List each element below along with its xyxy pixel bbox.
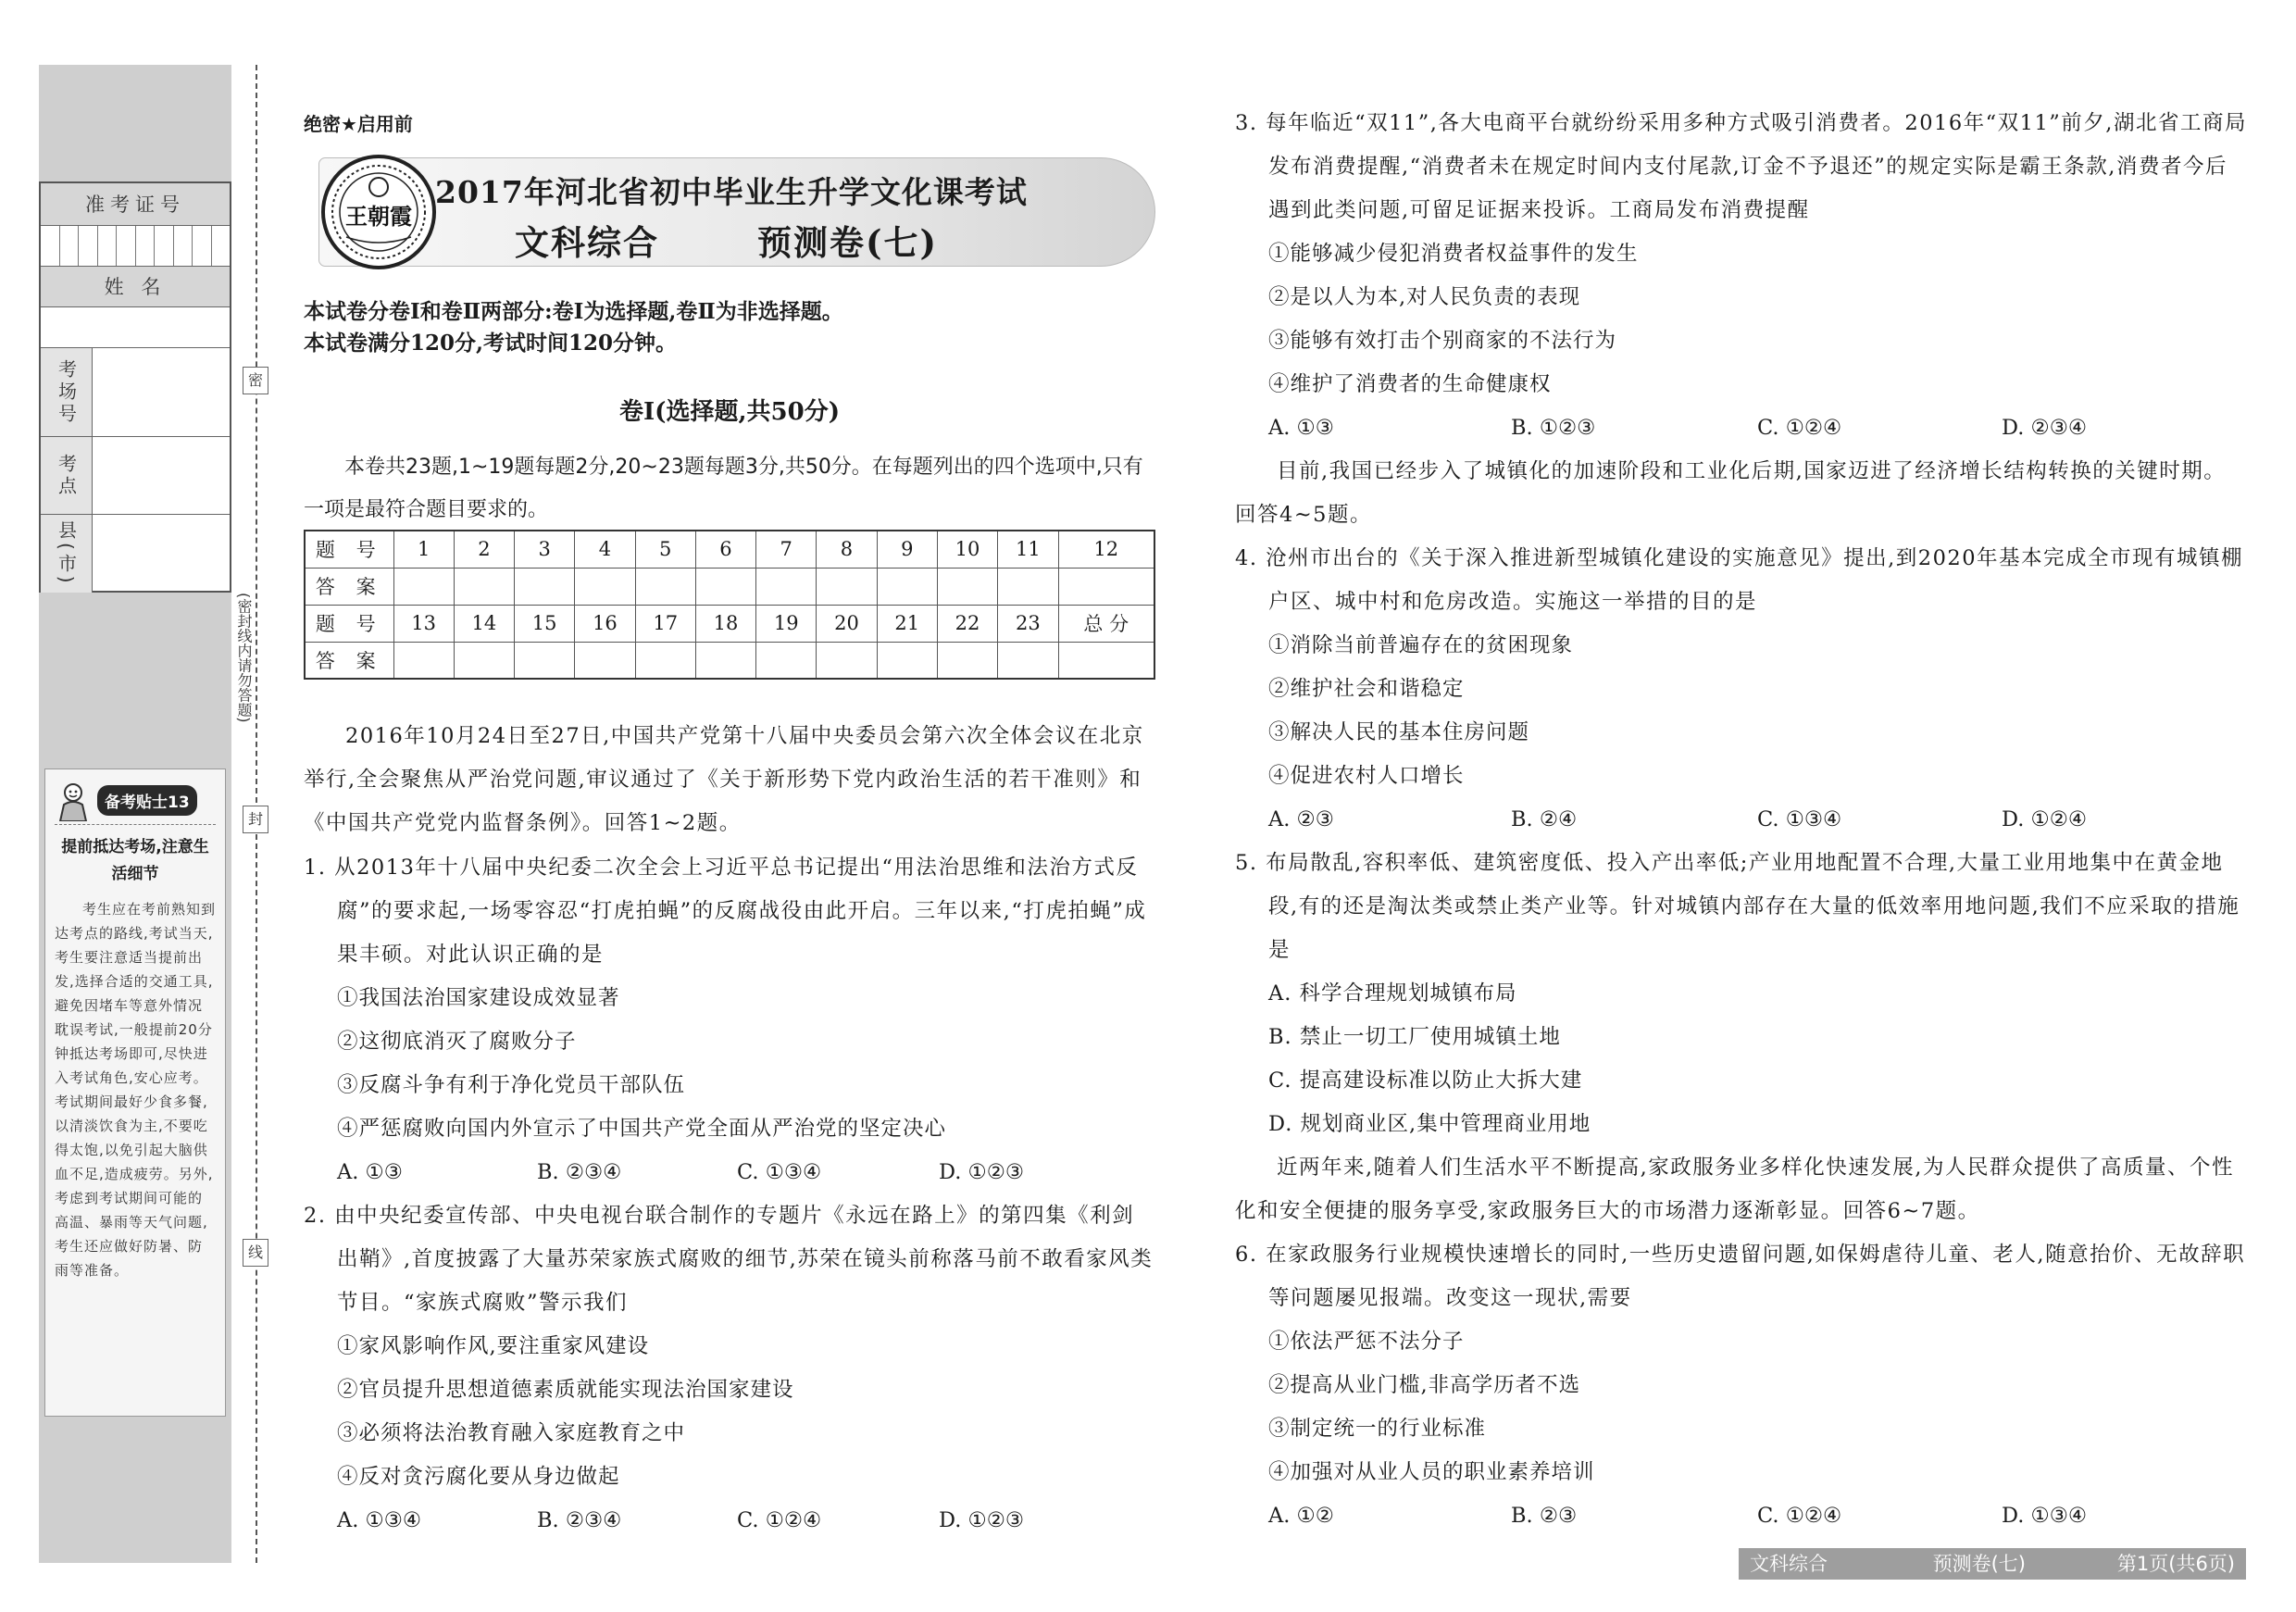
paper-intro-line-2: 本试卷满分120分,考试时间120分钟。 <box>304 331 678 356</box>
exam-tips-card <box>44 769 226 1417</box>
question-6-choice-a[interactable]: A. ①② <box>1268 1504 1334 1528</box>
answer-cell[interactable] <box>937 568 997 605</box>
question-3-item: ②是以人为本,对人民负责的表现 <box>1268 285 1581 309</box>
question-3-choice-c[interactable]: C. ①②④ <box>1757 416 1842 440</box>
answer-cell[interactable] <box>1058 568 1154 605</box>
answer-cell[interactable] <box>756 642 817 679</box>
secret-label: 绝密★启用前 <box>304 113 413 135</box>
question-1-choice-d[interactable]: D. ①②③ <box>939 1160 1025 1184</box>
exam-id-field[interactable] <box>41 226 230 267</box>
grid-cell: 5 <box>635 531 695 568</box>
footer-paper: 预测卷(七) <box>1932 1553 2026 1575</box>
answer-cell[interactable] <box>515 642 575 679</box>
cut-mark-feng: 封 <box>243 806 268 833</box>
answer-label: 答 案 <box>305 642 393 679</box>
answer-cell[interactable] <box>937 642 997 679</box>
county-field[interactable] <box>41 515 230 593</box>
answer-cell[interactable] <box>998 568 1058 605</box>
grid-cell: 17 <box>635 605 695 642</box>
question-1-choice-b[interactable]: B. ②③④ <box>537 1160 622 1184</box>
publisher-seal-logo <box>318 152 439 272</box>
candidate-info-box <box>39 181 231 593</box>
grid-cell: 7 <box>756 531 817 568</box>
cut-mark-xian: 线 <box>243 1239 268 1267</box>
section-heading: 卷Ⅰ(选择题,共50分) <box>619 398 840 426</box>
question-number-label: 题 号 <box>305 531 393 568</box>
question-5-choice-a[interactable]: A. 科学合理规划城镇布局 <box>1268 981 1517 1006</box>
question-2-stem: 2. 由中央纪委宣传部、中央电视台联合制作的专题片《永远在路上》的第四集《利剑出鞘》,首度披露了大量苏荣家族式腐败的细节,苏荣在镜头前称落马前不敢看家风类节目。“家族式腐败”警示我们 <box>304 1204 1154 1315</box>
answer-cell[interactable] <box>635 642 695 679</box>
question-3-item: ④维护了消费者的生命健康权 <box>1268 372 1552 396</box>
answer-grid-row-numbers-2 <box>305 605 1154 642</box>
footer-page-number: 第1页(共6页) <box>2116 1553 2235 1575</box>
grid-cell: 1 <box>393 531 454 568</box>
answer-cell[interactable] <box>817 642 877 679</box>
exam-site-field[interactable] <box>41 437 230 515</box>
grid-cell: 19 <box>756 605 817 642</box>
question-3-stem: 3. 每年临近“双11”,各大电商平台就纷纷采用多种方式吸引消费者。2016年“双11”前夕,湖北省工商局发布消费提醒,“消费者未在规定时间内支付尾款,订金不予退还”的规定实际是霸王条款,消费者今后遇到此类问题,可留足证据来投诉。工商局发布消费提醒 <box>1235 111 2247 222</box>
grid-cell: 6 <box>695 531 755 568</box>
grid-cell: 9 <box>877 531 937 568</box>
cut-line-note: (密封线内请勿答题) <box>231 593 256 722</box>
tips-body: 考生应在考前熟知到达考点的路线,考试当天,考生要注意适当提前出发,选择合适的交通工具,避免因堵车等意外情况耽误考试,一般提前20分钟抵达考场即可,尽快进入考试角色,安心应考。考试期间最好少食多餐,以清淡饮食为主,不要吃得太饱,以免引起大脑供血不足,造成疲劳。另外,考虑到考试期间可能的高温、暴雨等天气问题,考生还应做好防暑、防雨等准备。 <box>55 901 217 1279</box>
question-4-choice-d[interactable]: D. ①②④ <box>2002 807 2088 831</box>
exam-id-label: 准考证号 <box>41 183 230 226</box>
question-4-item: ①消除当前普遍存在的贫困现象 <box>1268 633 1574 657</box>
tips-badge: 备考贴士13 <box>97 785 197 816</box>
question-3-choice-b[interactable]: B. ①②③ <box>1511 416 1596 440</box>
question-4-choice-a[interactable]: A. ②③ <box>1268 807 1334 831</box>
total-score-label: 总 分 <box>1058 605 1154 642</box>
question-2-choice-b[interactable]: B. ②③④ <box>537 1508 622 1532</box>
svg-text:王朝霞: 王朝霞 <box>345 203 412 230</box>
question-4-item: ③解决人民的基本住房问题 <box>1268 720 1530 744</box>
grid-cell: 3 <box>515 531 575 568</box>
question-5-choice-d[interactable]: D. 规划商业区,集中管理商业用地 <box>1268 1112 1591 1136</box>
question-1-item: ①我国法治国家建设成效显著 <box>337 986 620 1010</box>
answer-cell[interactable] <box>635 568 695 605</box>
question-6-item: ①依法严惩不法分子 <box>1268 1330 1465 1354</box>
answer-cell[interactable] <box>393 642 454 679</box>
exam-site-label: 考点 <box>41 437 93 514</box>
grid-cell: 8 <box>817 531 877 568</box>
grid-cell: 15 <box>515 605 575 642</box>
question-6-item: ③制定统一的行业标准 <box>1268 1417 1487 1441</box>
answer-cell[interactable] <box>817 568 877 605</box>
question-2-item: ④反对贪污腐化要从身边做起 <box>337 1465 620 1489</box>
question-4-choice-b[interactable]: B. ②④ <box>1511 807 1578 831</box>
material-1: 2016年10月24日至27日,中国共产党第十八届中央委员会第六次全体会议在北京举行,全会聚焦从严治党问题,审议通过了《关于新形势下党内政治生活的若干准则》和《中国共产党党内监督条例》。回答1~2题。 <box>304 724 1144 835</box>
name-label: 姓 名 <box>41 267 230 307</box>
answer-cell[interactable] <box>575 642 635 679</box>
question-5-choice-c[interactable]: C. 提高建设标准以防止大拆大建 <box>1268 1068 1583 1093</box>
grid-cell: 13 <box>393 605 454 642</box>
question-2-choice-d[interactable]: D. ①②③ <box>939 1508 1025 1532</box>
question-number-label: 题 号 <box>305 605 393 642</box>
question-3-item: ①能够减少侵犯消费者权益事件的发生 <box>1268 242 1639 266</box>
grid-cell: 10 <box>937 531 997 568</box>
question-4-choice-c[interactable]: C. ①③④ <box>1757 807 1842 831</box>
grid-cell: 12 <box>1058 531 1154 568</box>
grid-cell: 2 <box>454 531 514 568</box>
question-3-choice-d[interactable]: D. ②③④ <box>2002 416 2088 440</box>
exam-room-field[interactable] <box>41 348 230 437</box>
total-score-cell[interactable] <box>1058 642 1154 679</box>
grid-cell: 20 <box>817 605 877 642</box>
question-3-item: ③能够有效打击个别商家的不法行为 <box>1268 329 1617 353</box>
answer-grid <box>304 530 1155 680</box>
question-1-choice-c[interactable]: C. ①③④ <box>737 1160 822 1184</box>
county-label: 县(市) <box>41 515 93 593</box>
answer-label: 答 案 <box>305 568 393 605</box>
answer-cell[interactable] <box>515 568 575 605</box>
answer-cell[interactable] <box>877 642 937 679</box>
answer-grid-row-answers-1 <box>305 568 1154 605</box>
section-instructions: 本卷共23题,1~19题每题2分,20~23题每题3分,共50分。在每题列出的四个选项中,只有一项是最符合题目要求的。 <box>304 456 1143 521</box>
answer-cell[interactable] <box>998 642 1058 679</box>
exam-title: 2017年河北省初中毕业生升学文化课考试 <box>435 174 1028 210</box>
name-field[interactable] <box>41 307 230 348</box>
grid-cell: 16 <box>575 605 635 642</box>
answer-grid-row-answers-2 <box>305 642 1154 679</box>
question-6-stem: 6. 在家政服务行业规模快速增长的同时,一些历史遗留问题,如保姆虐待儿童、老人,随意抬价、无故辞职等问题屡见报端。改变这一现状,需要 <box>1235 1243 2246 1310</box>
question-2-item: ③必须将法治教育融入家庭教育之中 <box>337 1421 686 1445</box>
answer-cell[interactable] <box>454 568 514 605</box>
mascot-icon <box>55 781 92 821</box>
answer-cell[interactable] <box>695 642 755 679</box>
paper-intro-line-1: 本试卷分卷Ⅰ和卷Ⅱ两部分:卷Ⅰ为选择题,卷Ⅱ为非选择题。 <box>304 299 843 324</box>
question-4-stem: 4. 沧州市出台的《关于深入推进新型城镇化建设的实施意见》提出,到2020年基本完成全市现有城镇棚户区、城中村和危房改造。实施这一举措的目的是 <box>1235 546 2244 614</box>
question-1-item: ④严惩腐败向国内外宣示了中国共产党全面从严治党的坚定决心 <box>337 1117 947 1141</box>
answer-cell[interactable] <box>877 568 937 605</box>
question-6-item: ④加强对从业人员的职业素养培训 <box>1268 1460 1595 1484</box>
paper-title: 预测卷(七) <box>757 222 939 263</box>
question-1-item: ③反腐斗争有利于净化党员干部队伍 <box>337 1073 686 1097</box>
cut-mark-mi: 密 <box>243 367 268 394</box>
question-5-stem: 5. 布局散乱,容积率低、建筑密度低、投入产出率低;产业用地配置不合理,大量工业用地集中在黄金地段,有的还是淘汰类或禁止类产业等。针对城镇内部存在大量的低效率用地问题,我们不应采取的措施是 <box>1235 851 2240 962</box>
question-2-item: ①家风影响作风,要注重家风建设 <box>337 1334 650 1358</box>
question-3-choice-a[interactable]: A. ①③ <box>1268 416 1334 440</box>
question-6-choice-c[interactable]: C. ①②④ <box>1757 1504 1842 1528</box>
tips-title: 提前抵达考场,注意生活细节 <box>61 838 209 883</box>
question-6-choice-d[interactable]: D. ①③④ <box>2002 1504 2088 1528</box>
grid-cell: 23 <box>998 605 1058 642</box>
page-footer <box>1739 1548 2246 1580</box>
grid-cell: 18 <box>695 605 755 642</box>
answer-cell[interactable] <box>393 568 454 605</box>
question-1-item: ②这彻底消灭了腐败分子 <box>337 1030 577 1054</box>
grid-cell: 21 <box>877 605 937 642</box>
question-5-choice-b[interactable]: B. 禁止一切工厂使用城镇土地 <box>1268 1025 1561 1049</box>
exam-room-label: 考场号 <box>41 348 93 436</box>
question-4-item: ②维护社会和谐稳定 <box>1268 677 1465 701</box>
answer-cell[interactable] <box>695 568 755 605</box>
question-6-choice-b[interactable]: B. ②③ <box>1511 1504 1578 1528</box>
question-1-stem: 1. 从2013年十八届中央纪委二次全会上习近平总书记提出“用法治思维和法治方式反腐”的要求起,一场零容忍“打虎拍蝇”的反腐战役由此开启。三年以来,“打虎拍蝇”成果丰硕。对此认识正确的是 <box>304 856 1147 967</box>
grid-cell: 22 <box>937 605 997 642</box>
answer-cell[interactable] <box>575 568 635 605</box>
question-2-choice-a[interactable]: A. ①③④ <box>337 1508 422 1532</box>
question-2-item: ②官员提升思想道德素质就能实现法治国家建设 <box>337 1378 794 1402</box>
grid-cell: 11 <box>998 531 1058 568</box>
grid-cell: 14 <box>454 605 514 642</box>
material-2: 目前,我国已经步入了城镇化的加速阶段和工业化后期,国家迈进了经济增长结构转换的关键时期。回答4~5题。 <box>1235 459 2227 527</box>
grid-cell: 4 <box>575 531 635 568</box>
answer-cell[interactable] <box>756 568 817 605</box>
answer-grid-row-numbers-1 <box>305 531 1154 568</box>
material-3: 近两年来,随着人们生活水平不断提高,家政服务业多样化快速发展,为人民群众提供了高质量、个性化和安全便捷的服务享受,家政服务巨大的市场潜力逐渐彰显。回答6~7题。 <box>1235 1156 2234 1223</box>
question-2-choice-c[interactable]: C. ①②④ <box>737 1508 822 1532</box>
answer-cell[interactable] <box>454 642 514 679</box>
tips-header <box>55 777 216 825</box>
footer-subject: 文科综合 <box>1750 1553 1828 1575</box>
question-6-item: ②提高从业门槛,非高学历者不选 <box>1268 1373 1581 1397</box>
subject-title: 文科综合 <box>515 222 659 263</box>
question-4-item: ④促进农村人口增长 <box>1268 764 1465 788</box>
question-1-choice-a[interactable]: A. ①③ <box>337 1160 403 1184</box>
